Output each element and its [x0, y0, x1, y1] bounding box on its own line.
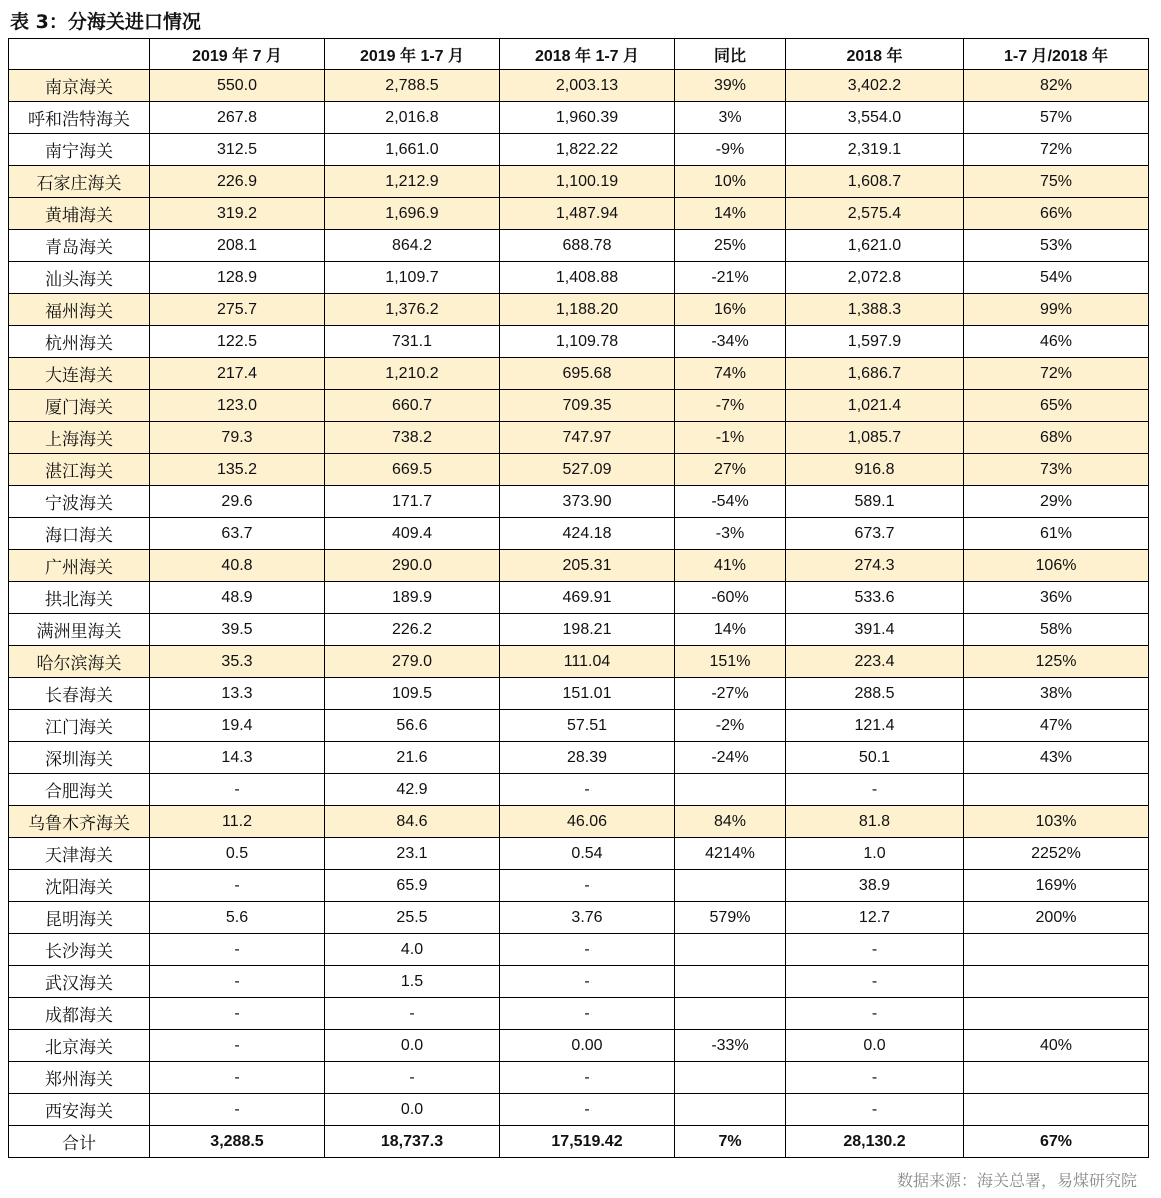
table-cell — [675, 934, 786, 966]
table-cell: 3,554.0 — [786, 102, 964, 134]
table-cell: 1,408.88 — [500, 262, 675, 294]
table-cell — [964, 774, 1149, 806]
table-row — [9, 262, 1149, 294]
table-row — [9, 326, 1149, 358]
column-header: 2018 年 1-7 月 — [500, 39, 675, 70]
customs-import-table — [8, 38, 1149, 1158]
table-cell: -24% — [675, 742, 786, 774]
customs-name: 湛江海关 — [9, 454, 150, 486]
table-cell: 41% — [675, 550, 786, 582]
table-cell: 14.3 — [150, 742, 325, 774]
table-cell: 409.4 — [325, 518, 500, 550]
table-cell: 67% — [964, 1126, 1149, 1158]
table-cell: 1,188.20 — [500, 294, 675, 326]
table-cell: -60% — [675, 582, 786, 614]
column-header: 2019 年 1-7 月 — [325, 39, 500, 70]
table-cell: 267.8 — [150, 102, 325, 134]
table-cell: 2,016.8 — [325, 102, 500, 134]
table-cell: 40% — [964, 1030, 1149, 1062]
table-cell: 48.9 — [150, 582, 325, 614]
table-cell — [675, 998, 786, 1030]
table-cell: -54% — [675, 486, 786, 518]
table-cell: 123.0 — [150, 390, 325, 422]
table-cell: 7% — [675, 1126, 786, 1158]
column-header: 同比 — [675, 39, 786, 70]
table-cell: 0.0 — [325, 1030, 500, 1062]
table-cell: 171.7 — [325, 486, 500, 518]
table-cell: 1,021.4 — [786, 390, 964, 422]
table-cell — [675, 1062, 786, 1094]
table-cell: 10% — [675, 166, 786, 198]
customs-name: 哈尔滨海关 — [9, 646, 150, 678]
customs-name: 拱北海关 — [9, 582, 150, 614]
table-cell: 46.06 — [500, 806, 675, 838]
table-cell — [675, 966, 786, 998]
table-row — [9, 710, 1149, 742]
table-cell: 57% — [964, 102, 1149, 134]
customs-name: 大连海关 — [9, 358, 150, 390]
table-cell: 29% — [964, 486, 1149, 518]
table-row — [9, 646, 1149, 678]
table-row — [9, 102, 1149, 134]
customs-name: 成都海关 — [9, 998, 150, 1030]
table-cell: 106% — [964, 550, 1149, 582]
table-row — [9, 934, 1149, 966]
table-cell: 29.6 — [150, 486, 325, 518]
table-cell: - — [786, 1094, 964, 1126]
source-note: 数据来源：海关总署，易煤研究院 — [896, 1171, 1137, 1190]
table-cell: 47% — [964, 710, 1149, 742]
table-cell: 82% — [964, 70, 1149, 102]
table-cell: 747.97 — [500, 422, 675, 454]
table-row — [9, 678, 1149, 710]
column-header: 1-7 月/2018 年 — [964, 39, 1149, 70]
table-cell: -3% — [675, 518, 786, 550]
table-cell: 223.4 — [786, 646, 964, 678]
table-cell: 1,621.0 — [786, 230, 964, 262]
column-header: 2019 年 7 月 — [150, 39, 325, 70]
table-cell: -1% — [675, 422, 786, 454]
table-cell: 2,319.1 — [786, 134, 964, 166]
table-cell: 79.3 — [150, 422, 325, 454]
customs-name: 长春海关 — [9, 678, 150, 710]
table-cell: 135.2 — [150, 454, 325, 486]
table-cell: 125% — [964, 646, 1149, 678]
table-cell: 731.1 — [325, 326, 500, 358]
table-cell: - — [325, 998, 500, 1030]
table-cell: 2,575.4 — [786, 198, 964, 230]
table-cell: - — [786, 934, 964, 966]
table-cell: 84.6 — [325, 806, 500, 838]
table-cell: 65.9 — [325, 870, 500, 902]
table-cell: 275.7 — [150, 294, 325, 326]
table-cell: 226.2 — [325, 614, 500, 646]
table-cell: - — [500, 1062, 675, 1094]
table-row — [9, 998, 1149, 1030]
table-cell: 23.1 — [325, 838, 500, 870]
table-cell: 1,085.7 — [786, 422, 964, 454]
table-cell: -27% — [675, 678, 786, 710]
customs-name: 武汉海关 — [9, 966, 150, 998]
table-cell: 14% — [675, 614, 786, 646]
table-cell: 38.9 — [786, 870, 964, 902]
table-cell: 469.91 — [500, 582, 675, 614]
table-cell: 424.18 — [500, 518, 675, 550]
table-cell — [964, 966, 1149, 998]
table-cell: 0.0 — [786, 1030, 964, 1062]
table-row — [9, 422, 1149, 454]
table-cell: - — [786, 774, 964, 806]
table-row — [9, 902, 1149, 934]
table-cell: 84% — [675, 806, 786, 838]
table-row — [9, 1062, 1149, 1094]
table-cell: 50.1 — [786, 742, 964, 774]
table-cell: 290.0 — [325, 550, 500, 582]
table-cell: 35.3 — [150, 646, 325, 678]
table-cell: - — [500, 1094, 675, 1126]
table-cell: 1,109.7 — [325, 262, 500, 294]
customs-name: 昆明海关 — [9, 902, 150, 934]
table-cell: 53% — [964, 230, 1149, 262]
table-cell: 279.0 — [325, 646, 500, 678]
table-cell: 579% — [675, 902, 786, 934]
customs-name: 海口海关 — [9, 518, 150, 550]
customs-name: 广州海关 — [9, 550, 150, 582]
table-cell: 109.5 — [325, 678, 500, 710]
table-cell: -33% — [675, 1030, 786, 1062]
table-cell: 128.9 — [150, 262, 325, 294]
header-row — [9, 39, 1149, 70]
customs-name: 沈阳海关 — [9, 870, 150, 902]
customs-name: 西安海关 — [9, 1094, 150, 1126]
table-cell: 1,661.0 — [325, 134, 500, 166]
table-cell: - — [150, 934, 325, 966]
table-cell: 3,402.2 — [786, 70, 964, 102]
column-header: 2018 年 — [786, 39, 964, 70]
table-cell: 660.7 — [325, 390, 500, 422]
table-cell: 61% — [964, 518, 1149, 550]
table-cell: 4.0 — [325, 934, 500, 966]
customs-name: 呼和浩特海关 — [9, 102, 150, 134]
table-cell: 1,822.22 — [500, 134, 675, 166]
table-cell: 99% — [964, 294, 1149, 326]
table-cell: 2,788.5 — [325, 70, 500, 102]
table-cell — [964, 998, 1149, 1030]
table-cell: 709.35 — [500, 390, 675, 422]
table-cell: 2252% — [964, 838, 1149, 870]
table-cell: 1,109.78 — [500, 326, 675, 358]
table-cell: 39% — [675, 70, 786, 102]
table-cell: 198.21 — [500, 614, 675, 646]
table-cell: 1,388.3 — [786, 294, 964, 326]
table-row — [9, 582, 1149, 614]
table-cell: - — [500, 870, 675, 902]
table-cell: 1.5 — [325, 966, 500, 998]
column-header — [9, 39, 150, 70]
table-row — [9, 134, 1149, 166]
customs-name: 杭州海关 — [9, 326, 150, 358]
table-cell: - — [500, 934, 675, 966]
customs-name: 乌鲁木齐海关 — [9, 806, 150, 838]
table-row — [9, 70, 1149, 102]
table-row — [9, 742, 1149, 774]
table-cell: 226.9 — [150, 166, 325, 198]
table-cell: 42.9 — [325, 774, 500, 806]
table-cell: -34% — [675, 326, 786, 358]
customs-name: 青岛海关 — [9, 230, 150, 262]
customs-name: 石家庄海关 — [9, 166, 150, 198]
table-row — [9, 806, 1149, 838]
table-title: 表 3：分海关进口情况 — [10, 11, 201, 33]
table-cell: 40.8 — [150, 550, 325, 582]
customs-name: 汕头海关 — [9, 262, 150, 294]
table-row — [9, 358, 1149, 390]
table-cell: 111.04 — [500, 646, 675, 678]
table-row — [9, 1094, 1149, 1126]
table-cell: 3.76 — [500, 902, 675, 934]
table-cell: 373.90 — [500, 486, 675, 518]
table-cell: 73% — [964, 454, 1149, 486]
table-cell: 5.6 — [150, 902, 325, 934]
customs-name: 宁波海关 — [9, 486, 150, 518]
table-cell: 63.7 — [150, 518, 325, 550]
customs-name: 合肥海关 — [9, 774, 150, 806]
table-cell: 56.6 — [325, 710, 500, 742]
table-cell: 13.3 — [150, 678, 325, 710]
table-cell: 4214% — [675, 838, 786, 870]
customs-name: 厦门海关 — [9, 390, 150, 422]
table-cell: 0.54 — [500, 838, 675, 870]
table-row — [9, 486, 1149, 518]
table-cell: -9% — [675, 134, 786, 166]
table-cell: 1.0 — [786, 838, 964, 870]
customs-name: 南京海关 — [9, 70, 150, 102]
table-cell: - — [500, 966, 675, 998]
customs-name: 北京海关 — [9, 1030, 150, 1062]
customs-name: 江门海关 — [9, 710, 150, 742]
customs-name: 上海海关 — [9, 422, 150, 454]
table-cell: -21% — [675, 262, 786, 294]
table-cell: 19.4 — [150, 710, 325, 742]
table-row — [9, 390, 1149, 422]
table-cell: 39.5 — [150, 614, 325, 646]
table-cell: 65% — [964, 390, 1149, 422]
table-cell: 54% — [964, 262, 1149, 294]
table-cell: 669.5 — [325, 454, 500, 486]
table-cell: 3% — [675, 102, 786, 134]
table-cell: - — [150, 966, 325, 998]
table-cell: 151% — [675, 646, 786, 678]
table-cell: 1,487.94 — [500, 198, 675, 230]
table-cell: 1,210.2 — [325, 358, 500, 390]
table-cell: 0.00 — [500, 1030, 675, 1062]
table-cell: 673.7 — [786, 518, 964, 550]
table-row — [9, 294, 1149, 326]
table-cell: 208.1 — [150, 230, 325, 262]
table-cell: 169% — [964, 870, 1149, 902]
table-cell: 1,100.19 — [500, 166, 675, 198]
table-cell: - — [150, 1062, 325, 1094]
table-row — [9, 1030, 1149, 1062]
table-cell: 46% — [964, 326, 1149, 358]
customs-name: 郑州海关 — [9, 1062, 150, 1094]
table-row — [9, 166, 1149, 198]
table-row — [9, 198, 1149, 230]
customs-name: 深圳海关 — [9, 742, 150, 774]
table-cell: 75% — [964, 166, 1149, 198]
table-cell: -7% — [675, 390, 786, 422]
customs-name: 福州海关 — [9, 294, 150, 326]
table-cell: 122.5 — [150, 326, 325, 358]
table-cell: 25% — [675, 230, 786, 262]
table-cell: 1,686.7 — [786, 358, 964, 390]
table-row — [9, 550, 1149, 582]
table-cell: 0.0 — [325, 1094, 500, 1126]
customs-name: 长沙海关 — [9, 934, 150, 966]
table-cell: 1,212.9 — [325, 166, 500, 198]
table-cell: - — [150, 1094, 325, 1126]
customs-name: 南宁海关 — [9, 134, 150, 166]
table-cell: - — [786, 998, 964, 1030]
table-cell: 550.0 — [150, 70, 325, 102]
table-cell: 1,376.2 — [325, 294, 500, 326]
table-cell: 21.6 — [325, 742, 500, 774]
table-cell: - — [150, 870, 325, 902]
table-cell: 200% — [964, 902, 1149, 934]
table-cell: 319.2 — [150, 198, 325, 230]
table-cell: 28.39 — [500, 742, 675, 774]
table-cell: 16% — [675, 294, 786, 326]
table-cell: 28,130.2 — [786, 1126, 964, 1158]
table-cell: 864.2 — [325, 230, 500, 262]
table-cell: - — [786, 1062, 964, 1094]
total-row — [9, 1126, 1149, 1158]
table-cell — [675, 870, 786, 902]
table-cell: 27% — [675, 454, 786, 486]
table-cell: 217.4 — [150, 358, 325, 390]
table-cell: 103% — [964, 806, 1149, 838]
table-cell: 589.1 — [786, 486, 964, 518]
table-cell: 2,003.13 — [500, 70, 675, 102]
table-cell — [675, 774, 786, 806]
table-row — [9, 774, 1149, 806]
table-cell: 533.6 — [786, 582, 964, 614]
table-cell: 17,519.42 — [500, 1126, 675, 1158]
table-cell — [675, 1094, 786, 1126]
table-cell: 74% — [675, 358, 786, 390]
table-cell: 151.01 — [500, 678, 675, 710]
table-cell: 11.2 — [150, 806, 325, 838]
customs-name: 黄埔海关 — [9, 198, 150, 230]
table-cell: - — [786, 966, 964, 998]
table-cell: 527.09 — [500, 454, 675, 486]
table-row — [9, 614, 1149, 646]
table-cell: 66% — [964, 198, 1149, 230]
table-row — [9, 870, 1149, 902]
table-cell: 18,737.3 — [325, 1126, 500, 1158]
table-cell — [964, 934, 1149, 966]
table-cell: 38% — [964, 678, 1149, 710]
table-cell: 68% — [964, 422, 1149, 454]
table-cell: 2,072.8 — [786, 262, 964, 294]
table-cell: 81.8 — [786, 806, 964, 838]
table-cell: 57.51 — [500, 710, 675, 742]
table-cell: 189.9 — [325, 582, 500, 614]
table-cell: 0.5 — [150, 838, 325, 870]
customs-name: 天津海关 — [9, 838, 150, 870]
table-body — [9, 70, 1149, 1126]
customs-name: 满洲里海关 — [9, 614, 150, 646]
table-cell: 1,960.39 — [500, 102, 675, 134]
table-cell: - — [500, 774, 675, 806]
table-cell: 36% — [964, 582, 1149, 614]
table-cell: 43% — [964, 742, 1149, 774]
table-cell: 288.5 — [786, 678, 964, 710]
table-cell: 695.68 — [500, 358, 675, 390]
table-cell: 205.31 — [500, 550, 675, 582]
table-row — [9, 838, 1149, 870]
table-cell: 1,608.7 — [786, 166, 964, 198]
table-cell: 312.5 — [150, 134, 325, 166]
table-cell: - — [325, 1062, 500, 1094]
table-cell: 1,696.9 — [325, 198, 500, 230]
table-row — [9, 966, 1149, 998]
table-cell: 58% — [964, 614, 1149, 646]
table-cell: 916.8 — [786, 454, 964, 486]
table-cell: 274.3 — [786, 550, 964, 582]
table-row — [9, 454, 1149, 486]
table-cell: 72% — [964, 358, 1149, 390]
table-cell: - — [150, 774, 325, 806]
table-cell: 121.4 — [786, 710, 964, 742]
table-row — [9, 230, 1149, 262]
table-cell: 25.5 — [325, 902, 500, 934]
table-cell: 391.4 — [786, 614, 964, 646]
table-cell: - — [500, 998, 675, 1030]
table-cell: -2% — [675, 710, 786, 742]
table-cell — [964, 1062, 1149, 1094]
table-cell: 14% — [675, 198, 786, 230]
table-cell — [964, 1094, 1149, 1126]
table-cell: - — [150, 1030, 325, 1062]
table-row — [9, 518, 1149, 550]
table-cell: 1,597.9 — [786, 326, 964, 358]
table-cell: 12.7 — [786, 902, 964, 934]
table-cell: 688.78 — [500, 230, 675, 262]
table-cell: 3,288.5 — [150, 1126, 325, 1158]
total-label: 合计 — [9, 1126, 150, 1158]
table-cell: 72% — [964, 134, 1149, 166]
table-cell: 738.2 — [325, 422, 500, 454]
table-cell: - — [150, 998, 325, 1030]
